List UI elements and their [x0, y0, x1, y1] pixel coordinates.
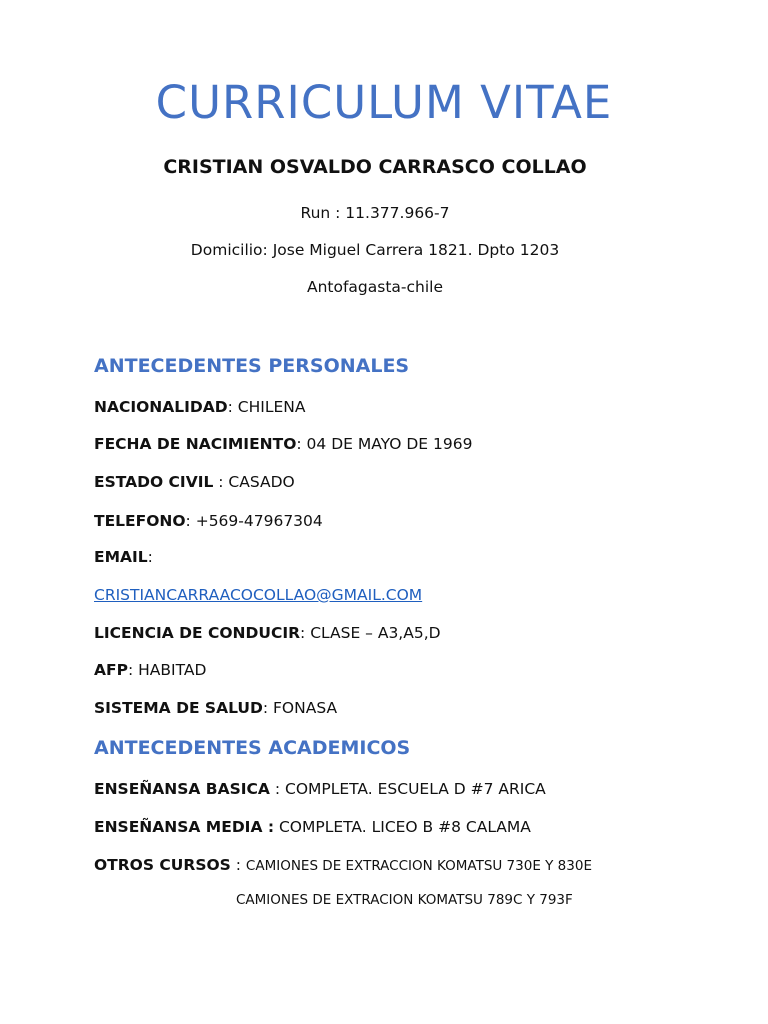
field-separator: :	[185, 512, 196, 530]
field-label: SISTEMA DE SALUD	[94, 699, 263, 717]
email-link[interactable]: CRISTIANCARRAACOCOLLAO@GMAIL.COM	[94, 586, 423, 604]
field-value: CHILENA	[237, 398, 306, 416]
field-label: EMAIL	[94, 548, 148, 566]
field-value: FONASA	[273, 699, 338, 717]
field-fecha-nacimiento	[94, 435, 472, 453]
field-separator: :	[213, 473, 229, 491]
field-licencia	[94, 624, 441, 642]
document-title: CURRICULUM VITAE	[155, 76, 613, 129]
otros-cursos-line-2: CAMIONES DE EXTRACION KOMATSU 789C Y 793F	[236, 892, 573, 908]
field-separator: :	[300, 624, 311, 642]
field-value: +569-47967304	[195, 512, 323, 530]
field-label: NACIONALIDAD	[94, 398, 228, 416]
field-value: COMPLETA. LICEO B #8 CALAMA	[278, 818, 531, 836]
address-line: Domicilio: Jose Miguel Carrera 1821. Dpto 1203	[190, 241, 560, 259]
field-ensenansa-basica	[94, 780, 546, 798]
field-separator: :	[262, 699, 274, 717]
academic-section-heading: ANTECEDENTES ACADEMICOS	[94, 737, 411, 759]
field-value: CAMIONES DE EXTRACCION KOMATSU 730E Y 830E	[245, 858, 592, 874]
field-afp	[94, 661, 206, 679]
field-label: ENSEÑANSA MEDIA :	[94, 818, 275, 836]
field-separator: :	[147, 548, 153, 566]
field-separator: :	[269, 780, 285, 798]
field-separator: :	[227, 398, 238, 416]
field-value: HABITAD	[138, 661, 207, 679]
candidate-name: CRISTIAN OSVALDO CARRASCO COLLAO	[163, 156, 587, 178]
field-value: CLASE – A3,A5,D	[310, 624, 441, 642]
field-separator: :	[296, 435, 307, 453]
field-value: 04 DE MAYO DE 1969	[306, 435, 473, 453]
field-estado-civil	[94, 473, 295, 491]
field-separator: :	[127, 661, 139, 679]
field-value: CASADO	[228, 473, 295, 491]
field-separator: :	[230, 856, 246, 874]
field-label: ENSEÑANSA BASICA	[94, 780, 270, 798]
field-value: COMPLETA. ESCUELA D #7 ARICA	[285, 780, 546, 798]
field-nacionalidad	[94, 398, 305, 416]
field-email	[94, 548, 153, 566]
field-label: LICENCIA DE CONDUCIR	[94, 624, 301, 642]
field-label: AFP	[94, 661, 128, 679]
field-label: OTROS CURSOS	[94, 856, 231, 874]
run-line: Run : 11.377.966-7	[300, 204, 450, 222]
field-telefono	[94, 512, 323, 530]
city-line: Antofagasta-chile	[306, 278, 444, 296]
field-sistema-salud	[94, 699, 337, 717]
field-ensenansa-media	[94, 818, 531, 836]
field-label: FECHA DE NACIMIENTO	[94, 435, 297, 453]
personal-section-heading: ANTECEDENTES PERSONALES	[94, 355, 410, 377]
field-label: ESTADO CIVIL	[94, 473, 214, 491]
field-otros-cursos	[94, 856, 592, 874]
field-label: TELEFONO	[94, 512, 186, 530]
